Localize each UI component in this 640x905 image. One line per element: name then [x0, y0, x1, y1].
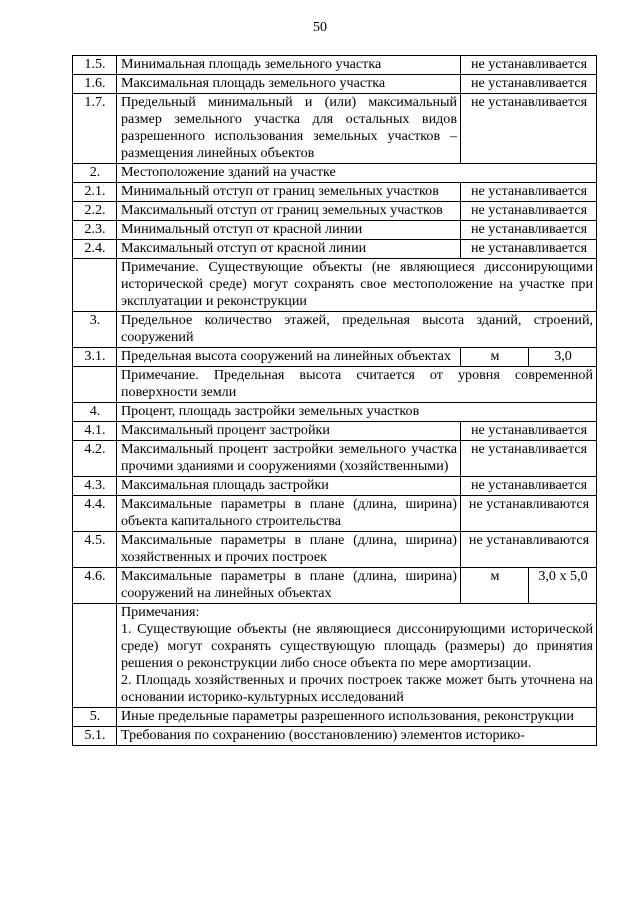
section-title: Предельное количество этажей, предельная высота зданий, строений, сооружений — [117, 312, 597, 348]
notes-heading: Примечания: — [121, 604, 200, 620]
table-row — [73, 348, 597, 367]
row-number: 4.4. — [73, 496, 117, 532]
table-row — [73, 568, 597, 604]
note-text: Примечание. Предельная высота считается от уровня современной поверхности земли — [117, 367, 597, 403]
note-row — [73, 367, 597, 403]
row-number — [73, 367, 117, 403]
section-title: Местоположение зданий на участке — [117, 164, 597, 183]
table-row — [73, 221, 597, 240]
section-title: Процент, площадь застройки земельных участков — [117, 403, 597, 422]
parameter-value: не устанавливается — [461, 202, 597, 221]
row-number: 2.4. — [73, 240, 117, 259]
parameter-value: не устанавливается — [461, 221, 597, 240]
table-row — [73, 94, 597, 164]
parameter-name: Предельный минимальный и (или) максимальный размер земельного участка для остальных видов разрешенного использования земельных участков – размещения линейных объектов — [117, 94, 461, 164]
row-number: 5.1. — [73, 727, 117, 746]
row-number: 1.7. — [73, 94, 117, 164]
table-row — [73, 441, 597, 477]
parameter-name: Максимальный процент застройки земельного участка прочими зданиями и сооружениями (хозяйственными) — [117, 441, 461, 477]
parameter-name: Максимальный отступ от границ земельных участков — [117, 202, 461, 221]
section-row — [73, 312, 597, 348]
parameter-value: не устанавливается — [461, 94, 597, 164]
table-row — [73, 75, 597, 94]
section-number: 3. — [73, 312, 117, 348]
row-number: 3.1. — [73, 348, 117, 367]
parameter-value: не устанавливается — [461, 441, 597, 477]
parameter-name: Максимальная площадь застройки — [117, 477, 461, 496]
row-number: 1.6. — [73, 75, 117, 94]
row-number: 4.6. — [73, 568, 117, 604]
parameter-name: Максимальный отступ от красной линии — [117, 240, 461, 259]
row-number: 1.5. — [73, 56, 117, 75]
parameter-name: Минимальная площадь земельного участка — [117, 56, 461, 75]
note-text: Примечание. Существующие объекты (не являющиеся диссонирующими исторической среде) могут сохранять свое местоположение на участке при эксплуатации и реконструкции — [117, 259, 597, 312]
notes-block — [117, 604, 597, 708]
note-item: 1. Существующие объекты (не являющиеся диссонирующими исторической среде) могут сохранять существующую площадь (размеры) до принятия решения о реконструкции либо сносе объекта по мере амортизации. — [121, 621, 594, 671]
parameter-value: 3,0 х 5,0 — [529, 568, 597, 604]
row-number: 4.5. — [73, 532, 117, 568]
row-number: 4.3. — [73, 477, 117, 496]
section-row — [73, 164, 597, 183]
row-number — [73, 604, 117, 708]
table-row — [73, 727, 597, 746]
parameter-name: Минимальный отступ от границ земельных участков — [117, 183, 461, 202]
note-row — [73, 604, 597, 708]
row-number: 2.1. — [73, 183, 117, 202]
parameter-value: не устанавливаются — [461, 532, 597, 568]
parameter-value: 3,0 — [529, 348, 597, 367]
section-row — [73, 403, 597, 422]
parameter-value: не устанавливается — [461, 422, 597, 441]
parameter-unit: м — [461, 568, 529, 604]
table-row — [73, 422, 597, 441]
table-row — [73, 532, 597, 568]
parameter-name: Предельная высота сооружений на линейных объектах — [117, 348, 461, 367]
row-number: 4.1. — [73, 422, 117, 441]
section-row — [73, 708, 597, 727]
parameter-name: Максимальная площадь земельного участка — [117, 75, 461, 94]
parameter-name: Максимальный процент застройки — [117, 422, 461, 441]
note-row — [73, 259, 597, 312]
section-title: Иные предельные параметры разрешенного использования, реконструкции — [117, 708, 597, 727]
row-number: 4.2. — [73, 441, 117, 477]
parameter-value: не устанавливается — [461, 183, 597, 202]
parameter-value: не устанавливается — [461, 56, 597, 75]
table-row — [73, 56, 597, 75]
section-number: 2. — [73, 164, 117, 183]
parameter-value: не устанавливается — [461, 477, 597, 496]
parameter-name: Минимальный отступ от красной линии — [117, 221, 461, 240]
note-item: 2. Площадь хозяйственных и прочих построек также может быть уточнена на основании историко-культурных исследований — [121, 672, 594, 705]
table-row — [73, 240, 597, 259]
parameter-value: не устанавливается — [461, 240, 597, 259]
section-number: 5. — [73, 708, 117, 727]
parameter-value: не устанавливаются — [461, 496, 597, 532]
row-number — [73, 259, 117, 312]
parameter-name: Максимальные параметры в плане (длина, ширина) сооружений на линейных объектах — [117, 568, 461, 604]
table-row — [73, 496, 597, 532]
parameter-unit: м — [461, 348, 529, 367]
parameter-name: Максимальные параметры в плане (длина, ширина) объекта капитального строительства — [117, 496, 461, 532]
parameter-value: не устанавливается — [461, 75, 597, 94]
parameter-name: Требования по сохранению (восстановлению) элементов историко- — [117, 727, 597, 746]
page-number: 50 — [313, 20, 327, 35]
row-number: 2.3. — [73, 221, 117, 240]
table-row — [73, 183, 597, 202]
table-row — [73, 477, 597, 496]
table-row — [73, 202, 597, 221]
row-number: 2.2. — [73, 202, 117, 221]
regulations-table — [72, 55, 597, 746]
parameter-name: Максимальные параметры в плане (длина, ширина) хозяйственных и прочих построек — [117, 532, 461, 568]
section-number: 4. — [73, 403, 117, 422]
